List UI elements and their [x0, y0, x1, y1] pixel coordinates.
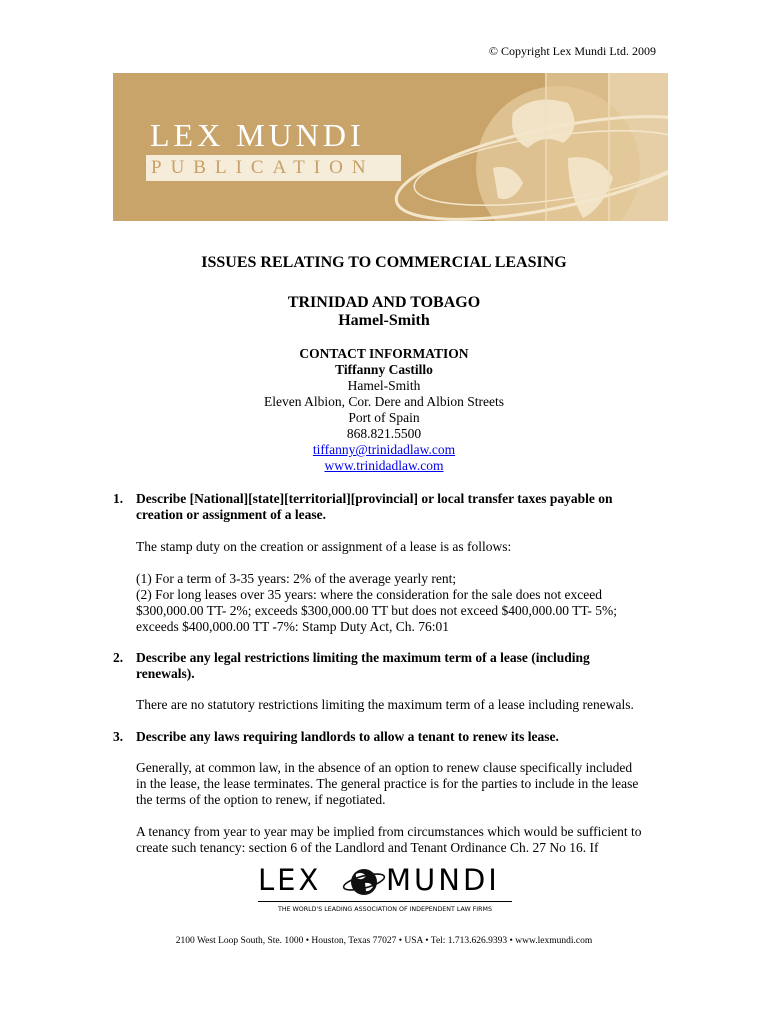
answer-line: the terms of the option to renew, if negotiated.	[136, 792, 386, 807]
question-number: 2.	[113, 650, 124, 665]
question-text-line: renewals).	[136, 666, 195, 681]
question-2	[113, 650, 658, 682]
contact-website-link[interactable]: www.trinidadlaw.com	[324, 458, 444, 473]
answer-3-paragraph-1	[136, 760, 666, 808]
question-number: 1.	[113, 491, 124, 506]
answer-line: exceeds $400,000.00 TT -7%: Stamp Duty Act, Ch. 76:01	[136, 619, 449, 634]
answer-line: Generally, at common law, in the absence of an option to renew clause specifically included	[136, 760, 633, 775]
answer-line: (1) For a term of 3-35 years: 2% of the average yearly rent;	[136, 571, 457, 586]
answer-1-body	[136, 571, 666, 635]
answer-line: $300,000.00 TT- 2%; exceeds $300,000.00 TT but does not exceed $400,000.00 TT- 5%;	[136, 603, 617, 618]
document-title: ISSUES RELATING TO COMMERCIAL LEASING	[201, 254, 567, 271]
banner-subtitle-box	[146, 155, 401, 181]
contact-heading: CONTACT INFORMATION	[299, 346, 469, 361]
contact-firm: Hamel-Smith	[347, 378, 421, 393]
logo-tagline: THE WORLD'S LEADING ASSOCIATION OF INDEPENDENT LAW FIRMS	[278, 906, 492, 913]
answer-line: create such tenancy: section 6 of the Landlord and Tenant Ordinance Ch. 27 No 16. If	[136, 840, 599, 855]
question-1	[113, 491, 658, 523]
copyright-notice: © Copyright Lex Mundi Ltd. 2009	[488, 44, 656, 58]
banner-subtitle: PUBLICATION	[151, 157, 375, 178]
question-text-line: creation or assignment of a lease.	[136, 507, 326, 522]
answer-2: There are no statutory restrictions limiting the maximum term of a lease including renewals.	[136, 697, 634, 712]
country-name: TRINIDAD AND TOBAGO	[287, 294, 481, 311]
contact-name: Tiffanny Castillo	[335, 362, 433, 377]
contact-block	[0, 346, 768, 474]
question-text-line: Describe any laws requiring landlords to allow a tenant to renew its lease.	[136, 729, 559, 744]
logo-divider	[258, 901, 512, 902]
answer-line: A tenancy from year to year may be implied from circumstances which would be sufficient to	[136, 824, 642, 839]
lex-mundi-logo	[258, 863, 512, 918]
question-number: 3.	[113, 729, 124, 744]
banner-title: LEX MUNDI	[150, 117, 365, 153]
question-text-line: Describe any legal restrictions limiting the maximum term of a lease (including	[136, 650, 590, 665]
question-text-line: Describe [National][state][territorial][provincial] or local transfer taxes payable on	[136, 491, 613, 506]
firm-name: Hamel-Smith	[338, 312, 430, 329]
answer-3-paragraph-2	[136, 824, 666, 856]
answer-1-intro: The stamp duty on the creation or assignment of a lease is as follows:	[136, 539, 512, 554]
contact-street: Eleven Albion, Cor. Dere and Albion Streets	[264, 394, 504, 409]
question-3	[113, 729, 658, 745]
contact-phone: 868.821.5500	[346, 426, 422, 441]
contact-email-link[interactable]: tiffanny@trinidadlaw.com	[312, 442, 456, 457]
logo-text-left: LEX	[258, 863, 322, 897]
answer-line: (2) For long leases over 35 years: where the consideration for the sale does not exceed	[136, 587, 602, 602]
logo-text-right: MUNDI	[386, 863, 500, 897]
lex-mundi-publication-banner	[113, 73, 668, 221]
answer-line: in the lease, the lease terminates. The general practice is for the parties to include in the lease	[136, 776, 639, 791]
contact-city: Port of Spain	[348, 410, 420, 425]
footer-address: 2100 West Loop South, Ste. 1000 • Houston, Texas 77027 • USA • Tel: 1.713.626.9393 • www.lexmundi.com	[175, 936, 593, 946]
country-heading	[0, 294, 768, 330]
globe-icon	[342, 865, 386, 899]
